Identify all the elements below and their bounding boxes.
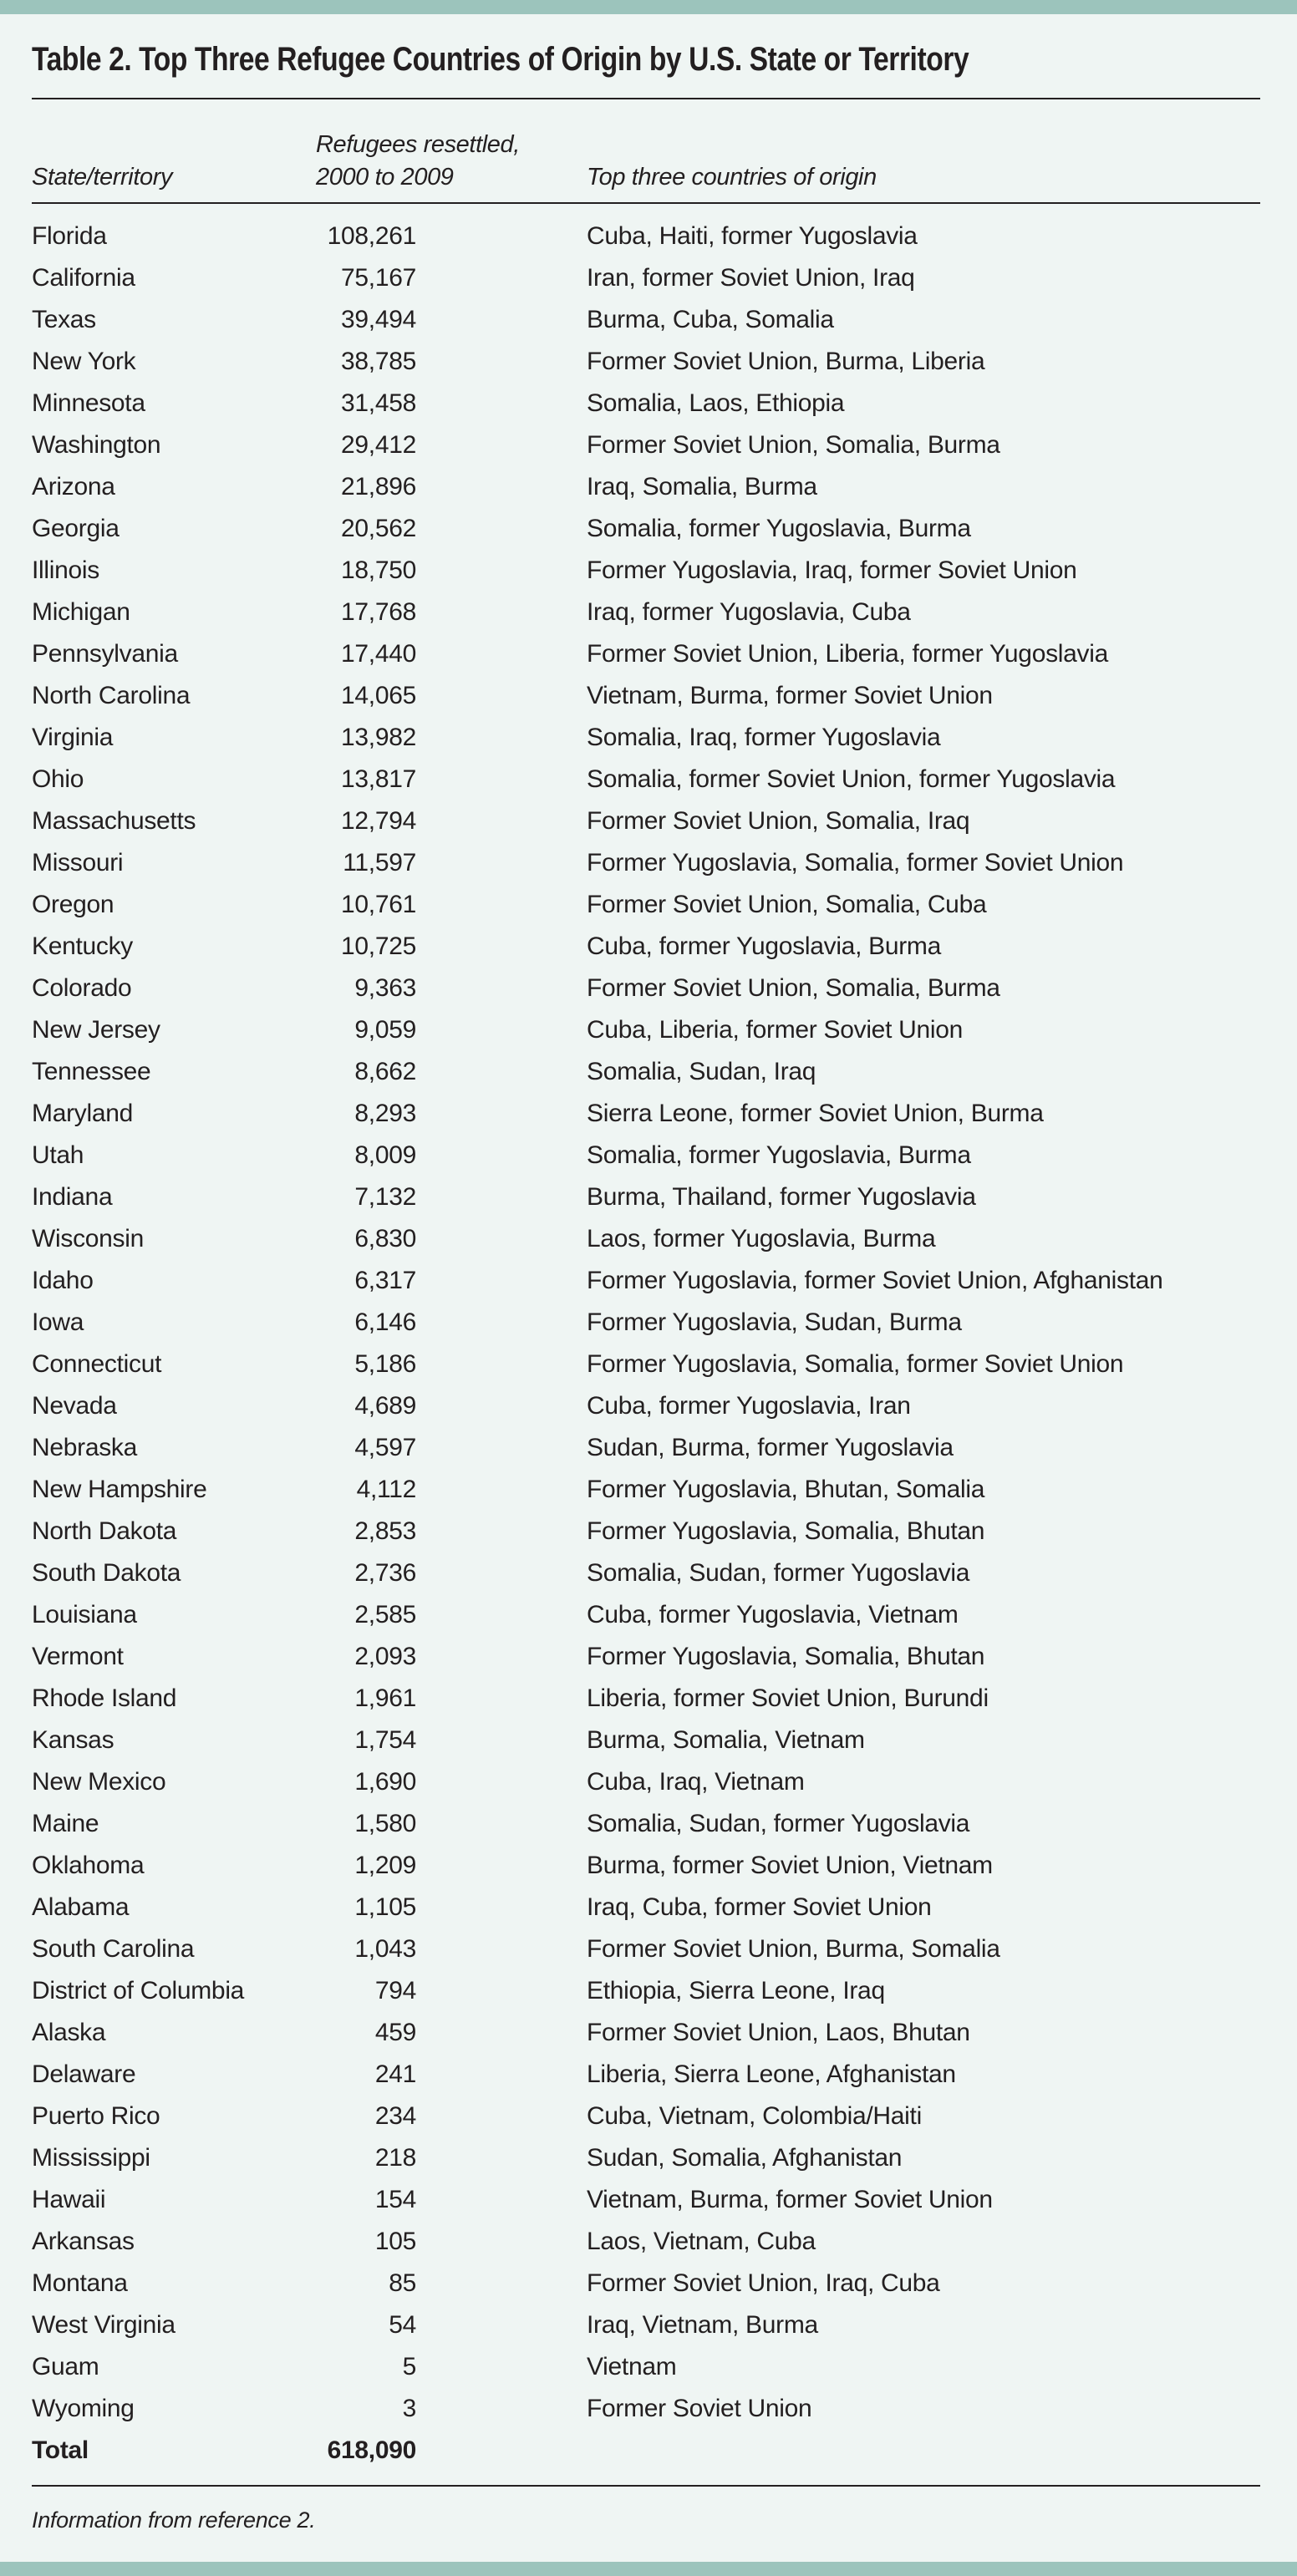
- countries-cell: Somalia, Sudan, Iraq: [587, 1058, 816, 1085]
- countries-cell: Former Yugoslavia, Bhutan, Somalia: [587, 1476, 985, 1503]
- table-row: [32, 1302, 1260, 1344]
- table-row: [32, 341, 1260, 383]
- state-cell: New Hampshire: [32, 1476, 207, 1503]
- refugees-cell: 218: [374, 2144, 416, 2172]
- state-cell: Colorado: [32, 974, 132, 1002]
- state-cell: Oregon: [32, 891, 114, 918]
- table-row: [32, 1928, 1260, 1970]
- state-cell: Arkansas: [32, 2228, 135, 2255]
- countries-cell: Somalia, Sudan, former Yugoslavia: [587, 1810, 970, 1837]
- table-row: [32, 884, 1260, 926]
- table-row: [32, 1260, 1260, 1302]
- countries-cell: Cuba, former Yugoslavia, Vietnam: [587, 1601, 959, 1628]
- countries-cell: Former Soviet Union, Burma, Somalia: [587, 1935, 1000, 1963]
- state-cell: New Jersey: [32, 1016, 160, 1044]
- countries-cell: Former Soviet Union, Laos, Bhutan: [587, 2019, 970, 2046]
- countries-cell: Sudan, Somalia, Afghanistan: [587, 2144, 903, 2172]
- refugees-cell: 794: [374, 1977, 416, 2004]
- refugees-cell: 1,209: [354, 1852, 416, 1879]
- table-row: [32, 2054, 1260, 2096]
- countries-cell: Iraq, former Yugoslavia, Cuba: [587, 598, 911, 626]
- table-row: [32, 1427, 1260, 1469]
- table-row: [32, 1678, 1260, 1720]
- refugees-cell: 20,562: [341, 515, 416, 542]
- refugees-cell: 3: [402, 2395, 416, 2422]
- countries-cell: Cuba, Vietnam, Colombia/Haiti: [587, 2102, 922, 2130]
- table-row: [32, 550, 1260, 592]
- countries-cell: Laos, Vietnam, Cuba: [587, 2228, 816, 2255]
- refugees-cell: 4,112: [356, 1476, 416, 1503]
- refugees-cell: 4,689: [354, 1392, 416, 1420]
- countries-cell: Burma, Somalia, Vietnam: [587, 1726, 865, 1754]
- countries-cell: Vietnam, Burma, former Soviet Union: [587, 682, 993, 709]
- state-cell: Iowa: [32, 1308, 84, 1336]
- refugees-cell: 241: [374, 2060, 416, 2088]
- countries-cell: Former Soviet Union, Burma, Liberia: [587, 348, 985, 375]
- refugees-cell: 10,761: [341, 891, 416, 918]
- refugees-cell: 39,494: [341, 306, 416, 333]
- refugees-cell: 6,317: [354, 1267, 416, 1294]
- state-cell: Michigan: [32, 598, 130, 626]
- refugees-cell: 21,896: [341, 473, 416, 500]
- state-cell: Ohio: [32, 765, 84, 793]
- table-row: [32, 1344, 1260, 1385]
- header-refugees-line2: 2000 to 2009: [316, 164, 454, 191]
- refugees-cell: 14,065: [341, 682, 416, 709]
- countries-cell: Former Soviet Union, Somalia, Burma: [587, 431, 1000, 459]
- state-cell: North Dakota: [32, 1517, 177, 1545]
- table-row: [32, 1845, 1260, 1887]
- table-row: [32, 1636, 1260, 1678]
- state-cell: Indiana: [32, 1183, 113, 1211]
- countries-cell: Former Soviet Union, Liberia, former Yugoslavia: [587, 640, 1108, 668]
- state-cell: Florida: [32, 222, 107, 250]
- refugees-cell: 11,597: [343, 849, 416, 876]
- total-row: [32, 2430, 1260, 2472]
- table-row: [32, 1135, 1260, 1176]
- bottom-rule: [32, 2485, 1260, 2487]
- countries-cell: Iraq, Somalia, Burma: [587, 473, 817, 500]
- countries-cell: Cuba, former Yugoslavia, Burma: [587, 932, 941, 960]
- state-cell: Mississippi: [32, 2144, 150, 2172]
- table-row: [32, 1093, 1260, 1135]
- table-row: [32, 2388, 1260, 2430]
- state-cell: Idaho: [32, 1267, 94, 1294]
- bottom-accent-bar: [0, 2562, 1297, 2576]
- state-cell: Nebraska: [32, 1434, 137, 1461]
- refugees-cell: 31,458: [341, 389, 416, 417]
- countries-cell: Cuba, former Yugoslavia, Iran: [587, 1392, 911, 1420]
- state-cell: Vermont: [32, 1643, 124, 1670]
- refugees-cell: 8,009: [354, 1141, 416, 1169]
- state-cell: Virginia: [32, 724, 114, 751]
- table-row: [32, 2096, 1260, 2137]
- table-row: [32, 2263, 1260, 2304]
- table-row: [32, 1051, 1260, 1093]
- countries-cell: Former Yugoslavia, Iraq, former Soviet Union: [587, 556, 1077, 584]
- state-cell: South Dakota: [32, 1559, 181, 1587]
- state-cell: Maryland: [32, 1100, 133, 1127]
- countries-cell: Ethiopia, Sierra Leone, Iraq: [587, 1977, 885, 2004]
- countries-cell: Sierra Leone, former Soviet Union, Burma: [587, 1100, 1044, 1127]
- state-cell: South Carolina: [32, 1935, 195, 1963]
- countries-cell: Vietnam, Burma, former Soviet Union: [587, 2186, 993, 2213]
- countries-cell: Cuba, Liberia, former Soviet Union: [587, 1016, 964, 1044]
- state-cell: Hawaii: [32, 2186, 106, 2213]
- table-row: [32, 800, 1260, 842]
- table-row: [32, 2346, 1260, 2388]
- state-cell: Wisconsin: [32, 1225, 144, 1252]
- countries-cell: Former Yugoslavia, Somalia, Bhutan: [587, 1517, 985, 1545]
- table-row: [32, 2012, 1260, 2054]
- state-cell: District of Columbia: [32, 1977, 245, 2004]
- refugees-cell: 9,363: [354, 974, 416, 1002]
- table-row: [32, 1009, 1260, 1051]
- refugees-cell: 5: [402, 2353, 416, 2380]
- table-row: [32, 424, 1260, 466]
- countries-cell: Former Yugoslavia, Somalia, former Soviet Union: [587, 849, 1124, 876]
- state-cell: California: [32, 264, 135, 292]
- state-cell: Texas: [32, 306, 96, 333]
- table-row: [32, 926, 1260, 968]
- state-cell: Alaska: [32, 2019, 106, 2046]
- state-cell: Pennsylvania: [32, 640, 178, 668]
- refugees-cell: 18,750: [341, 556, 416, 584]
- countries-cell: Burma, Cuba, Somalia: [587, 306, 834, 333]
- state-cell: Alabama: [32, 1893, 130, 1921]
- refugees-cell: 7,132: [354, 1183, 416, 1211]
- table-row: [32, 257, 1260, 299]
- state-cell: Nevada: [32, 1392, 117, 1420]
- header-countries: Top three countries of origin: [587, 164, 877, 191]
- state-cell: Puerto Rico: [32, 2102, 160, 2130]
- table-row: [32, 466, 1260, 508]
- state-cell: New Mexico: [32, 1768, 166, 1796]
- refugees-cell: 154: [374, 2186, 416, 2213]
- countries-cell: Cuba, Haiti, former Yugoslavia: [587, 222, 918, 250]
- countries-cell: Former Yugoslavia, Somalia, former Soviet Union: [587, 1350, 1124, 1378]
- refugees-cell: 75,167: [341, 264, 416, 292]
- table-row: [32, 1552, 1260, 1594]
- refugees-cell: 8,293: [354, 1100, 416, 1127]
- refugees-cell: 234: [374, 2102, 416, 2130]
- countries-cell: Burma, former Soviet Union, Vietnam: [587, 1852, 993, 1879]
- state-cell: Delaware: [32, 2060, 136, 2088]
- state-cell: Missouri: [32, 849, 124, 876]
- state-cell: Montana: [32, 2269, 128, 2297]
- refugees-cell: 108,261: [327, 222, 416, 250]
- state-cell: Wyoming: [32, 2395, 135, 2422]
- table-title: Table 2. Top Three Refugee Countries of Origin by U.S. State or Territory: [32, 41, 969, 78]
- refugees-cell: 2,736: [354, 1559, 416, 1587]
- table-row: [32, 2137, 1260, 2179]
- countries-cell: Somalia, former Yugoslavia, Burma: [587, 515, 971, 542]
- state-cell: Georgia: [32, 515, 120, 542]
- refugees-cell: 5,186: [354, 1350, 416, 1378]
- refugees-cell: 1,580: [354, 1810, 416, 1837]
- refugees-cell: 8,662: [354, 1058, 416, 1085]
- refugees-cell: 6,146: [354, 1308, 416, 1336]
- countries-cell: Former Yugoslavia, former Soviet Union, Afghanistan: [587, 1267, 1163, 1294]
- table-row: [32, 633, 1260, 675]
- state-cell: Kansas: [32, 1726, 114, 1754]
- table-row: [32, 1803, 1260, 1845]
- state-cell: West Virginia: [32, 2311, 175, 2339]
- countries-cell: Burma, Thailand, former Yugoslavia: [587, 1183, 976, 1211]
- countries-cell: Somalia, former Soviet Union, former Yugoslavia: [587, 765, 1116, 793]
- total-label: Total: [32, 2436, 89, 2464]
- table-row: [32, 717, 1260, 759]
- refugees-cell: 9,059: [354, 1016, 416, 1044]
- table-row: [32, 299, 1260, 341]
- table-row: [32, 1720, 1260, 1761]
- countries-cell: Sudan, Burma, former Yugoslavia: [587, 1434, 954, 1461]
- refugees-cell: 17,440: [341, 640, 416, 668]
- header-state: State/territory: [32, 164, 173, 191]
- refugees-cell: 4,597: [354, 1434, 416, 1461]
- table-row: [32, 2221, 1260, 2263]
- table-row: [32, 1218, 1260, 1260]
- state-cell: Rhode Island: [32, 1684, 177, 1712]
- countries-cell: Former Soviet Union, Iraq, Cuba: [587, 2269, 940, 2297]
- table-row: [32, 759, 1260, 800]
- refugees-cell: 2,585: [354, 1601, 416, 1628]
- refugees-cell: 12,794: [341, 807, 416, 835]
- state-cell: Guam: [32, 2353, 99, 2380]
- table-row: [32, 968, 1260, 1009]
- refugees-cell: 29,412: [341, 431, 416, 459]
- table-row: [32, 1594, 1260, 1636]
- state-cell: Oklahoma: [32, 1852, 145, 1879]
- state-cell: Massachusetts: [32, 807, 196, 835]
- refugees-cell: 54: [389, 2311, 416, 2339]
- refugees-cell: 1,690: [354, 1768, 416, 1796]
- refugees-cell: 6,830: [354, 1225, 416, 1252]
- countries-cell: Iraq, Vietnam, Burma: [587, 2311, 818, 2339]
- countries-cell: Iran, former Soviet Union, Iraq: [587, 264, 915, 292]
- table-row: [32, 675, 1260, 717]
- footnote: Information from reference 2.: [32, 2507, 316, 2533]
- table-row: [32, 842, 1260, 884]
- countries-cell: Somalia, Iraq, former Yugoslavia: [587, 724, 941, 751]
- table-row: [32, 1511, 1260, 1552]
- state-cell: Tennessee: [32, 1058, 151, 1085]
- refugees-cell: 10,725: [341, 932, 416, 960]
- countries-cell: Former Soviet Union, Somalia, Cuba: [587, 891, 987, 918]
- refugees-cell: 459: [374, 2019, 416, 2046]
- refugees-cell: 1,105: [354, 1893, 416, 1921]
- state-cell: Illinois: [32, 556, 99, 584]
- countries-cell: Former Yugoslavia, Sudan, Burma: [587, 1308, 962, 1336]
- table-row: [32, 216, 1260, 257]
- countries-cell: Vietnam: [587, 2353, 677, 2380]
- countries-cell: Somalia, Laos, Ethiopia: [587, 389, 845, 417]
- state-cell: Kentucky: [32, 932, 133, 960]
- countries-cell: Former Soviet Union, Somalia, Burma: [587, 974, 1000, 1002]
- state-cell: Washington: [32, 431, 161, 459]
- table-row: [32, 508, 1260, 550]
- table-row: [32, 1970, 1260, 2012]
- table-row: [32, 1385, 1260, 1427]
- header-rule: [32, 202, 1260, 204]
- table-row: [32, 1761, 1260, 1803]
- state-cell: Arizona: [32, 473, 115, 500]
- table-row: [32, 2304, 1260, 2346]
- refugees-cell: 1,754: [354, 1726, 416, 1754]
- countries-cell: Former Soviet Union, Somalia, Iraq: [587, 807, 970, 835]
- state-cell: Connecticut: [32, 1350, 162, 1378]
- countries-cell: Somalia, Sudan, former Yugoslavia: [587, 1559, 970, 1587]
- table-row: [32, 1887, 1260, 1928]
- table-row: [32, 592, 1260, 633]
- refugees-cell: 13,817: [341, 765, 416, 793]
- refugees-cell: 17,768: [341, 598, 416, 626]
- state-cell: Maine: [32, 1810, 99, 1837]
- table-body: [32, 216, 1260, 2472]
- countries-cell: Laos, former Yugoslavia, Burma: [587, 1225, 936, 1252]
- table-row: [32, 1176, 1260, 1218]
- refugees-cell: 85: [389, 2269, 416, 2297]
- state-cell: Louisiana: [32, 1601, 137, 1628]
- countries-cell: Liberia, Sierra Leone, Afghanistan: [587, 2060, 956, 2088]
- countries-cell: Cuba, Iraq, Vietnam: [587, 1768, 805, 1796]
- refugees-cell: 2,093: [354, 1643, 416, 1670]
- countries-cell: Former Yugoslavia, Somalia, Bhutan: [587, 1643, 985, 1670]
- state-cell: Minnesota: [32, 389, 145, 417]
- top-accent-bar: [0, 0, 1297, 14]
- countries-cell: Former Soviet Union: [587, 2395, 812, 2422]
- refugees-cell: 1,961: [354, 1684, 416, 1712]
- countries-cell: Liberia, former Soviet Union, Burundi: [587, 1684, 989, 1712]
- refugees-cell: 105: [374, 2228, 416, 2255]
- refugees-cell: 38,785: [341, 348, 416, 375]
- state-cell: North Carolina: [32, 682, 191, 709]
- countries-cell: Iraq, Cuba, former Soviet Union: [587, 1893, 932, 1921]
- table-row: [32, 2179, 1260, 2221]
- refugees-cell: 13,982: [341, 724, 416, 751]
- state-cell: New York: [32, 348, 136, 375]
- total-value: 618,090: [327, 2436, 416, 2464]
- header-refugees-line1: Refugees resettled,: [316, 131, 520, 158]
- table-row: [32, 383, 1260, 424]
- state-cell: Utah: [32, 1141, 84, 1169]
- refugees-cell: 1,043: [354, 1935, 416, 1963]
- refugees-cell: 2,853: [354, 1517, 416, 1545]
- table-row: [32, 1469, 1260, 1511]
- title-rule: [32, 98, 1260, 99]
- countries-cell: Somalia, former Yugoslavia, Burma: [587, 1141, 971, 1169]
